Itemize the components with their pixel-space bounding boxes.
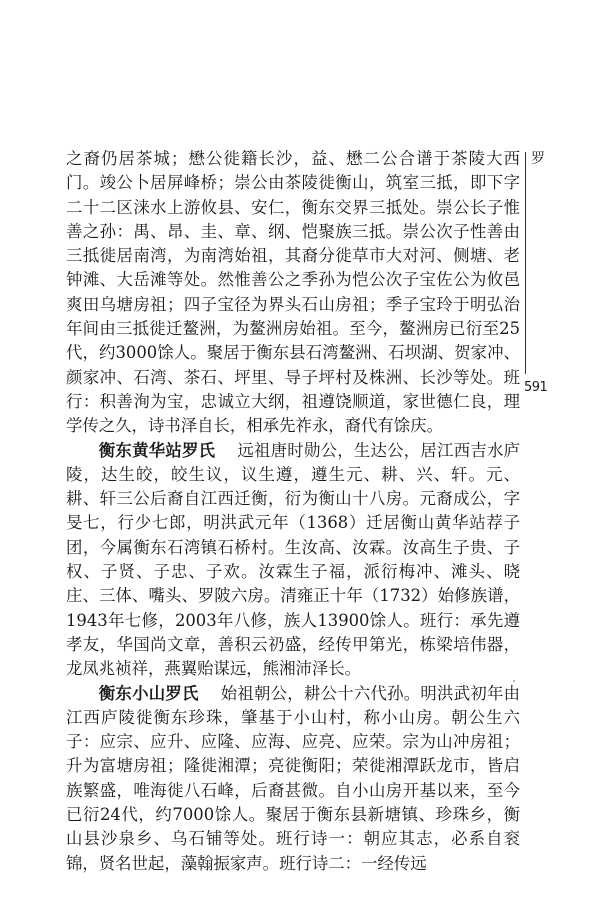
margin-rule xyxy=(525,152,526,374)
paragraph-spacer xyxy=(221,441,238,460)
section-heading: 衡东小山罗氏 xyxy=(98,683,199,703)
paragraph-text: 之裔仍居茶城；懋公徙籍长沙，益、懋二公合谱于茶陵大西门。竣公卜居屏峰桥；崇公由茶陵徙衡山，筑室三抵，即下字二十二区涞水上游攸县、安仁，衡东交界三抵处。崇公长子惟善之孙：禺、昂、圭、章、纲、恺聚族三抵。崇公次子性善由三抵徙居南湾，为南湾始祖，其裔分徙草市大对河、侧塘、老钟滩、大岳滩等处。然惟善公之季孙为恺公次子宝佐公为攸邑爽田乌塘房祖；四子宝径为界头石山房祖；季子宝玲于明弘治年间由三抵徙迁鳌洲，为鳌洲房始祖。至今，鳌洲房已衍至25代，约3000馀人。聚居于衡东县石湾鳌洲、石坝湖、贺家冲、颜家冲、石湾、茶石、坪里、导子坪村及株洲、长沙等处。班行：积善洵为宝，忠诚立大纲，祖遵饶顺道，家世德仁良，理学传之久，诗书泽自长，相承先祚永，裔代有馀庆。 xyxy=(66,149,520,436)
body-text xyxy=(66,147,520,876)
paragraph-aozhou xyxy=(66,147,520,439)
paragraph-spacer xyxy=(204,684,221,703)
paragraph-huanghuazhan xyxy=(66,439,520,682)
page-number: 591 xyxy=(524,380,548,395)
scan-speck xyxy=(513,680,515,682)
paragraph-text: 远祖唐时勋公，生达公，居江西吉水庐陵，达生皎，皎生议，议生遵，遵生元、耕、兴、轩。元、耕、轩三公后裔自江西迁衡，衍为衡山十八房。元裔成公，字旻七，行少七郎，明洪武元年（1368）迁居衡山黄华站荐子团，今属衡东石湾镇石桥村。生汝高、汝霖。汝高生子贵、子权、子贤、子忠、子欢。汝霖生子福，派衍梅冲、滩头、晓庄、三体、嘴头、罗陂六房。清雍正十年（1732）始修族谱，1943年七修，2003年八修，族人13900馀人。班行：承先遵孝友，华国尚文章，善积云礽盛，经传甲第光，栋梁培伟器，龙凤兆祯祥，燕翼贻谋远，熊湘沛泽长。 xyxy=(66,440,521,679)
running-header-char: 罗 xyxy=(531,151,545,167)
section-heading: 衡东黄华站罗氏 xyxy=(98,440,216,460)
paragraph-text: 始祖朝公，耕公十六代孙。明洪武初年由江西庐陵徙衡东珍珠，肇基于小山村，称小山房。朝公生六子：应宗、应升、应隆、应海、应亮、应荣。宗为山冲房祖；升为富塘房祖；隆徙湘潭；亮徙衡阳；荣徙湘潭跃龙市，皆启族繁盛，唯海徙八石峰，后裔甚微。自小山房开基以来，至今已衍24代，约7000馀人。聚居于衡东县新塘镇、珍珠乡，衡山县沙泉乡、乌石铺等处。班行诗一：朝应其志，必系自衮锦，贤名世起，藻翰振家声。班行诗二：一经传远 xyxy=(66,683,521,873)
paragraph-xiaoshan xyxy=(66,682,520,876)
